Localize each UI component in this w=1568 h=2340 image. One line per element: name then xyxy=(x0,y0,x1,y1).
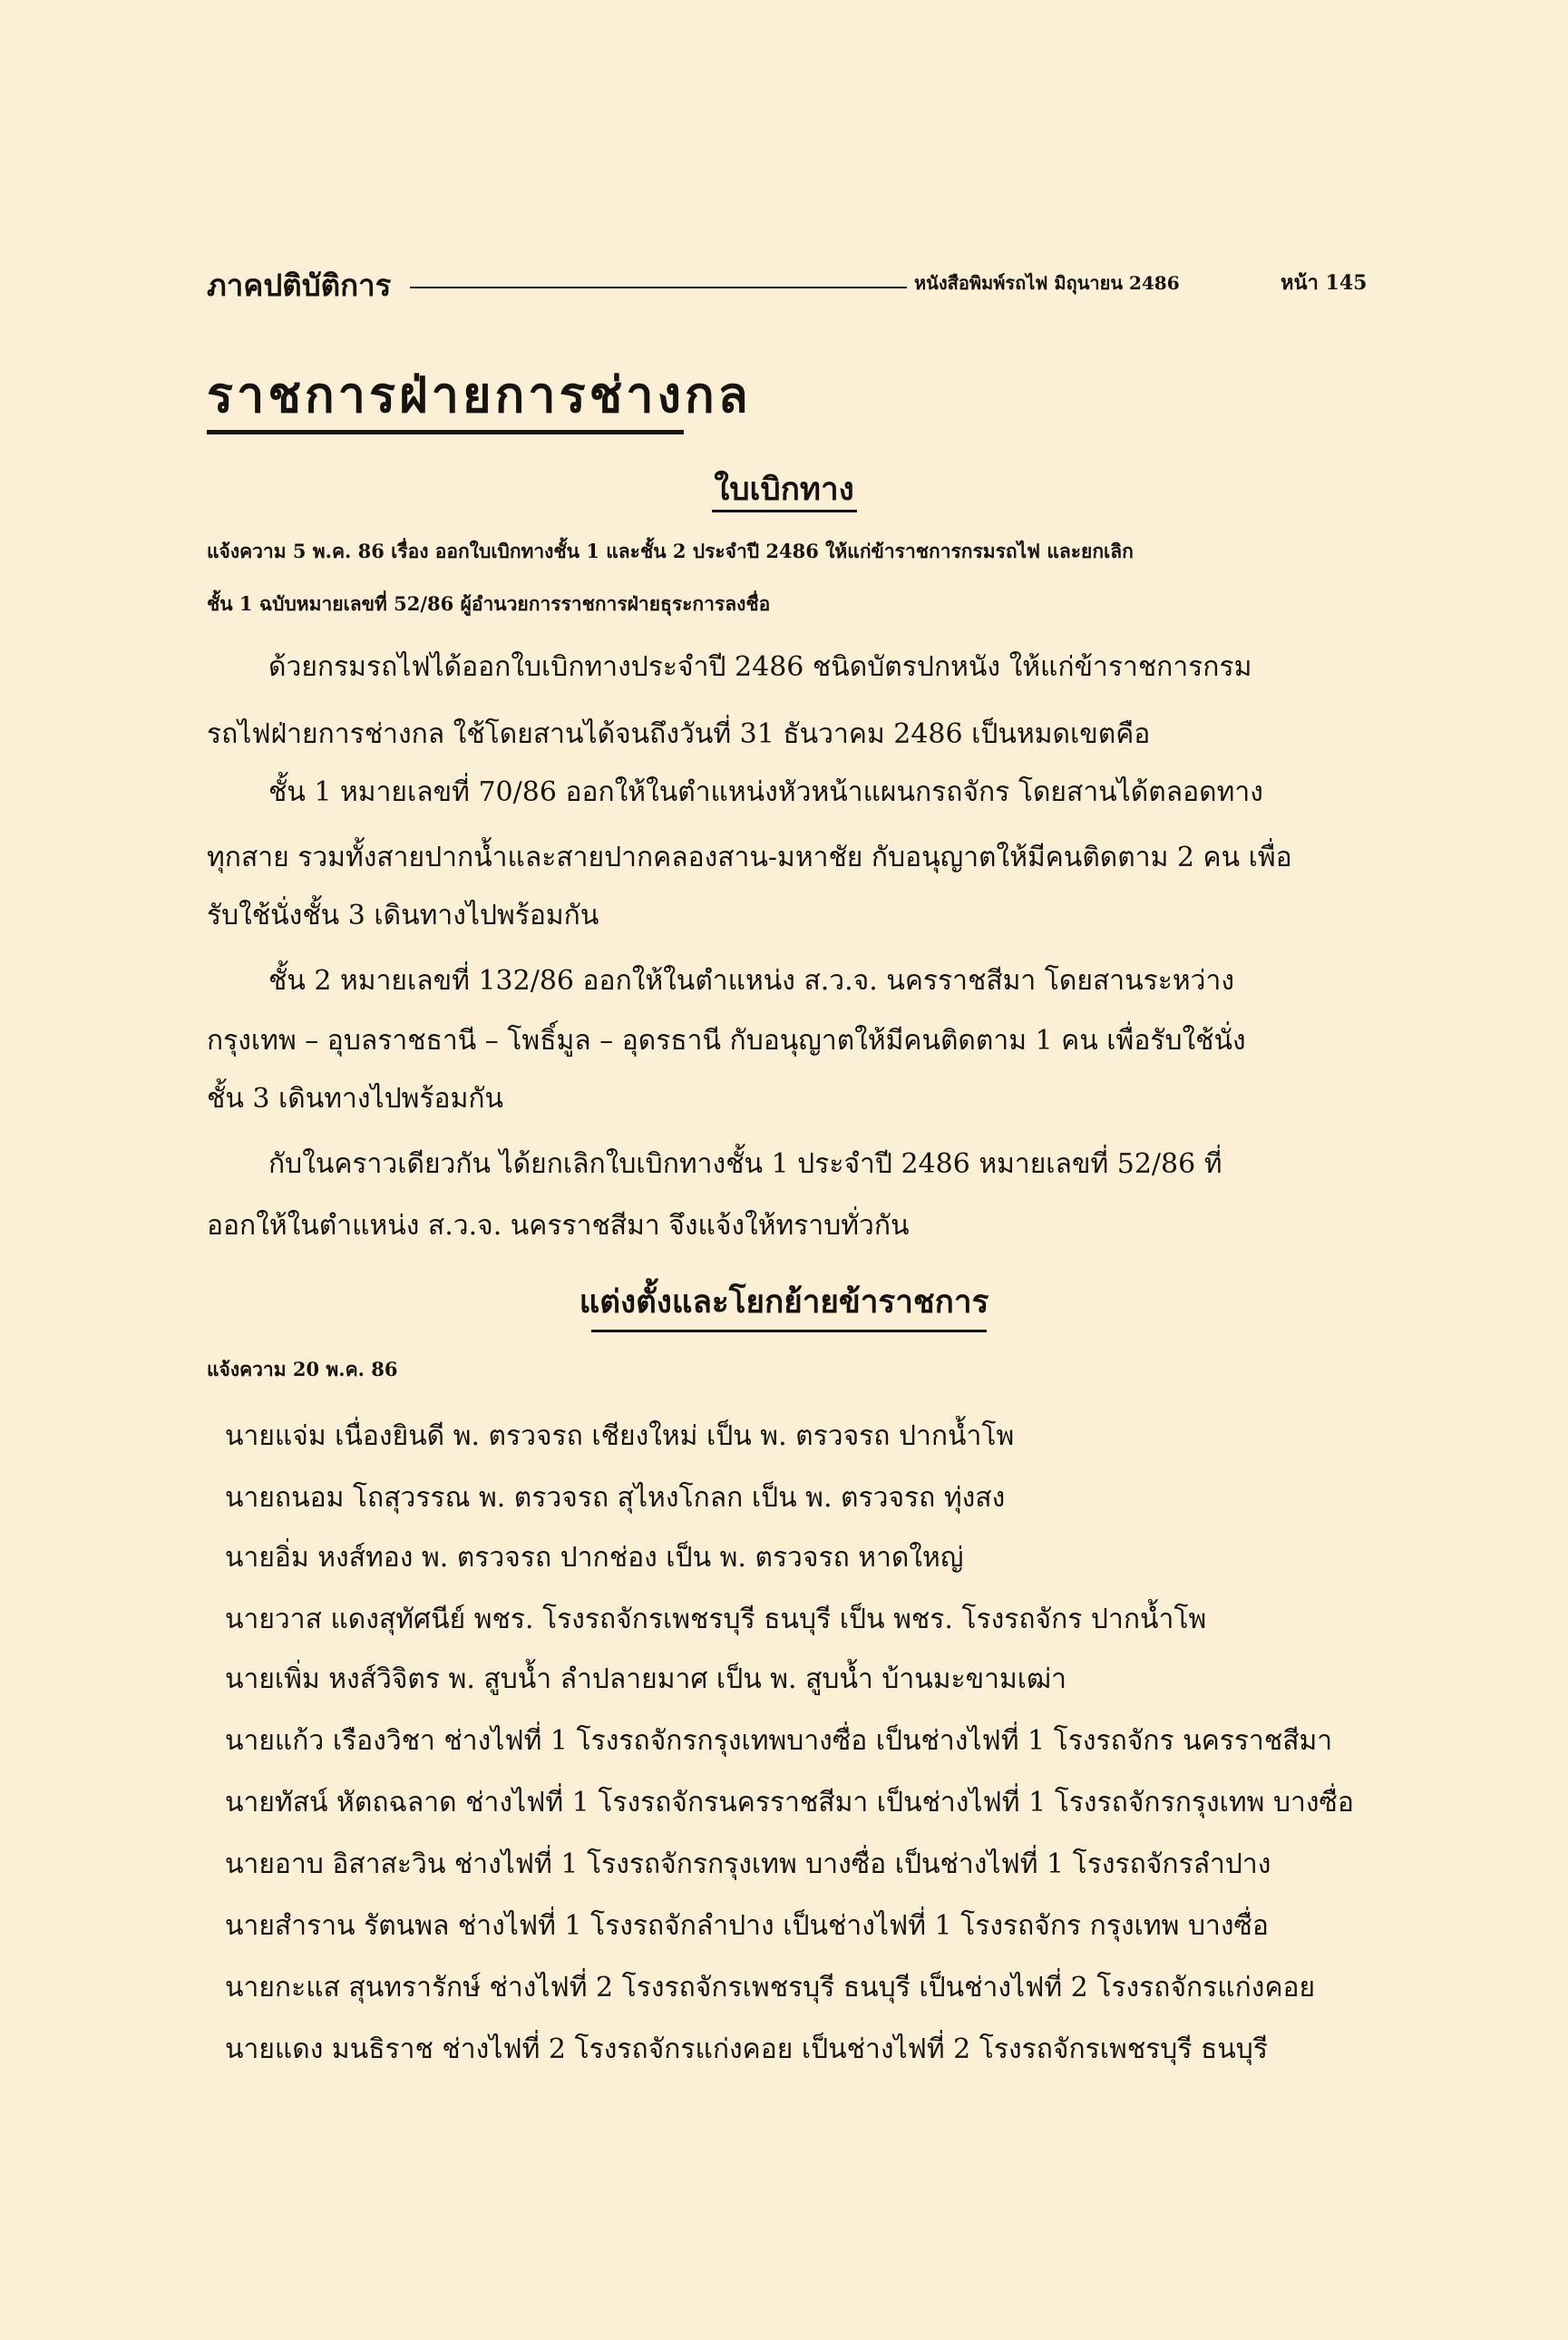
appointment-entry: นายอาบ อิสาสะวิน ช่างไฟที่ 1 โรงรถจักรกรุงเทพ บางซื่อ เป็นช่างไฟที่ 1 โรงรถจักรลำปาง xyxy=(225,1848,1271,1880)
running-header-section: ภาคปติบัติการ xyxy=(207,268,392,303)
appointment-entry: นายอิ่ม หงส์ทอง พ. ตรวจรถ ปากช่อง เป็น พ. ตรวจรถ หาดใหญ่ xyxy=(225,1542,964,1574)
notice-line: แจ้งความ 20 พ.ค. 86 xyxy=(207,1358,398,1380)
appointment-entry: นายทัสน์ หัตถฉลาด ช่างไฟที่ 1 โรงรถจักรนครราชสีมา เป็นช่างไฟที่ 1 โรงรถจักรกรุงเทพ บางซื่อ xyxy=(225,1787,1354,1818)
section-heading-travel-pass: ใบเบิกทาง xyxy=(714,471,854,508)
body-line: ออกให้ในตำแหน่ง ส.ว.จ. นครราชสีมา จึงแจ้งให้ทราบทั่วกัน xyxy=(207,1210,910,1242)
appointment-entry: นายสำราน รัตนพล ช่างไฟที่ 1 โรงรถจักลำปาง เป็นช่างไฟที่ 1 โรงรถจักร กรุงเทพ บางซื่อ xyxy=(225,1910,1269,1942)
page-number: หน้า 145 xyxy=(1281,271,1368,295)
body-line: กรุงเทพ – อุบลราชธานี – โพธิ์มูล – อุดรธานี กับอนุญาตให้มีคนติดตาม 1 คน เพื่อรับใช้นั่ง xyxy=(207,1025,1246,1057)
body-line: ชั้น 3 เดินทางไปพร้อมกัน xyxy=(207,1083,504,1115)
body-line: ชั้น 1 หมายเลขที่ 70/86 ออกให้ในตำแหน่งหัวหน้าแผนกรถจักร โดยสานได้ตลอดทาง xyxy=(268,776,1263,808)
body-line: ชั้น 2 หมายเลขที่ 132/86 ออกให้ในตำแหน่ง ส.ว.จ. นครราชสีมา โดยสานระหว่าง xyxy=(268,965,1234,997)
body-line: รถไฟฝ่ายการช่างกล ใช้โดยสานได้จนถึงวันที่ 31 ธันวาคม 2486 เป็นหมดเขตคือ xyxy=(207,718,1151,750)
appointment-entry: นายเพิ่ม หงส์วิจิตร พ. สูบน้ำ ลำปลายมาศ เป็น พ. สูบน้ำ บ้านมะขามเฒ่า xyxy=(225,1663,1066,1695)
section-heading-underline xyxy=(591,1330,987,1332)
running-header-rule xyxy=(410,287,907,288)
body-line: กับในคราวเดียวกัน ได้ยกเลิกใบเบิกทางชั้น 1 ประจำปี 2486 หมายเลขที่ 52/86 ที่ xyxy=(268,1148,1222,1180)
appointment-entry: นายถนอม โถสุวรรณ พ. ตรวจรถ สุไหงโกลก เป็น พ. ตรวจรถ ทุ่งสง xyxy=(225,1482,1006,1514)
running-header-publication: หนังสือพิมพ์รถไฟ มิถุนายน 2486 xyxy=(914,272,1180,294)
appointment-entry: นายแดง มนธิราช ช่างไฟที่ 2 โรงรถจักรแก่งคอย เป็นช่างไฟที่ 2 โรงรถจักรเพชรบุรี ธนบุรี xyxy=(225,2033,1268,2065)
appointment-entry: นายแก้ว เรืองวิชา ช่างไฟที่ 1 โรงรถจักรกรุงเทพบางซื่อ เป็นช่างไฟที่ 1 โรงรถจักร นครราชสีมา xyxy=(225,1725,1333,1757)
department-title: ราชการฝ่ายการช่างกล xyxy=(207,366,752,424)
appointment-entry: นายกะแส สุนทรารักษ์ ช่างไฟที่ 2 โรงรถจักรเพชรบุรี ธนบุรี เป็นช่างไฟที่ 2 โรงรถจักรแก่งคอย xyxy=(225,1972,1316,2004)
appointment-entry: นายวาส แดงสุทัศนีย์ พชร. โรงรถจักรเพชรบุรี ธนบุรี เป็น พชร. โรงรถจักร ปากน้ำโพ xyxy=(225,1604,1207,1635)
section-heading-underline xyxy=(712,510,857,512)
notice-line: แจ้งความ 5 พ.ค. 86 เรื่อง ออกใบเบิกทางชั้น 1 และชั้น 2 ประจำปี 2486 ให้แก่ข้าราชการกรมรถไฟ และยกเลิก xyxy=(207,540,1134,562)
body-line: ทุกสาย รวมทั้งสายปากน้ำและสายปากคลองสาน-มหาชัย กับอนุญาตให้มีคนติดตาม 2 คน เพื่อ xyxy=(207,842,1292,873)
department-title-underline xyxy=(207,430,684,434)
section-heading-appointments: แต่งตั้งและโยกย้ายข้าราชการ xyxy=(579,1283,989,1321)
appointment-entry: นายแจ่ม เนื่องยินดี พ. ตรวจรถ เชียงใหม่ เป็น พ. ตรวจรถ ปากน้ำโพ xyxy=(225,1420,1015,1452)
body-line: รับใช้นั่งชั้น 3 เดินทางไปพร้อมกัน xyxy=(207,900,599,931)
body-line: ด้วยกรมรถไฟได้ออกใบเบิกทางประจำปี 2486 ชนิดบัตรปกหนัง ให้แก่ข้าราชการกรม xyxy=(268,651,1252,683)
notice-line: ชั้น 1 ฉบับหมายเลขที่ 52/86 ผู้อำนวยการราชการฝ่ายธุระการลงชื่อ xyxy=(207,592,771,615)
